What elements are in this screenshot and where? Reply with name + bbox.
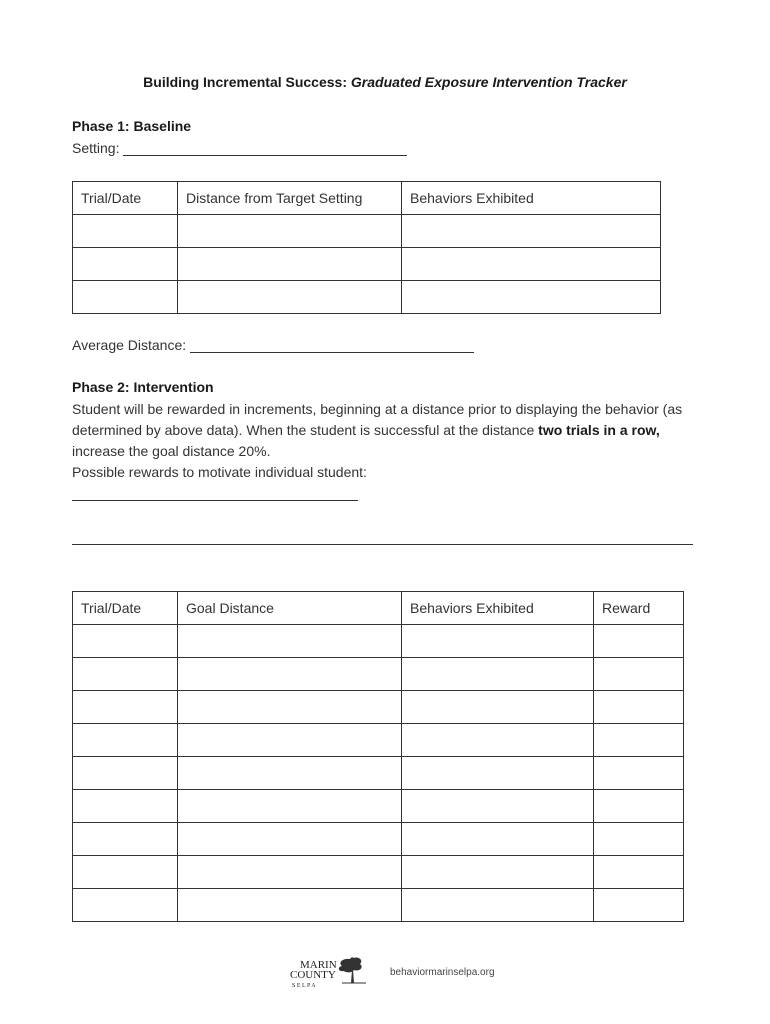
rewards-blank-line-1[interactable] — [72, 500, 358, 501]
tree-icon — [339, 957, 366, 983]
baseline-header-row — [73, 182, 661, 215]
table-cell[interactable] — [402, 625, 594, 658]
table-row — [73, 790, 684, 823]
intervention-header-reward: Reward — [594, 592, 684, 625]
table-cell[interactable] — [178, 724, 402, 757]
table-row — [73, 625, 684, 658]
phase1-heading: Phase 1: Baseline — [72, 118, 192, 134]
table-cell[interactable] — [73, 889, 178, 922]
table-cell[interactable] — [402, 823, 594, 856]
table-cell[interactable] — [402, 658, 594, 691]
table-cell[interactable] — [73, 215, 178, 248]
table-row — [73, 691, 684, 724]
table-cell[interactable] — [178, 856, 402, 889]
table-cell[interactable] — [594, 691, 684, 724]
baseline-header-trial: Trial/Date — [73, 182, 178, 215]
table-row — [73, 724, 684, 757]
table-cell[interactable] — [594, 790, 684, 823]
intervention-table — [72, 591, 684, 922]
table-cell[interactable] — [73, 281, 178, 314]
logo-line2: COUNTY — [290, 969, 336, 981]
table-row — [73, 889, 684, 922]
table-cell[interactable] — [178, 658, 402, 691]
table-cell[interactable] — [594, 823, 684, 856]
baseline-header-behaviors: Behaviors Exhibited — [402, 182, 661, 215]
table-cell[interactable] — [178, 790, 402, 823]
table-cell[interactable] — [594, 757, 684, 790]
page-title — [0, 74, 770, 90]
intervention-header-goal: Goal Distance — [178, 592, 402, 625]
table-cell[interactable] — [594, 856, 684, 889]
table-cell[interactable] — [594, 724, 684, 757]
phase2-heading: Phase 2: Intervention — [72, 379, 214, 395]
table-cell[interactable] — [73, 248, 178, 281]
intervention-header-row — [73, 592, 684, 625]
setting-row — [72, 140, 407, 156]
table-cell[interactable] — [178, 889, 402, 922]
table-cell[interactable] — [594, 658, 684, 691]
table-cell[interactable] — [73, 691, 178, 724]
table-cell[interactable] — [178, 691, 402, 724]
table-cell[interactable] — [73, 856, 178, 889]
intervention-header-behaviors: Behaviors Exhibited — [402, 592, 594, 625]
table-cell[interactable] — [402, 215, 661, 248]
table-cell[interactable] — [73, 724, 178, 757]
table-cell[interactable] — [73, 757, 178, 790]
phase2-para-part1: Student will be rewarded in increments, beginning at a distance prior to displaying the behavior (as determined by above data). When the student is successful at the distance — [72, 401, 683, 438]
baseline-table — [72, 181, 661, 314]
baseline-header-distance: Distance from Target Setting — [178, 182, 402, 215]
table-row — [73, 215, 661, 248]
average-distance-blank-line[interactable] — [190, 338, 474, 353]
table-cell[interactable] — [594, 625, 684, 658]
table-cell[interactable] — [73, 823, 178, 856]
phase2-para-part2: increase the goal distance 20%. — [72, 443, 271, 459]
table-cell[interactable] — [402, 281, 661, 314]
table-row — [73, 658, 684, 691]
table-cell[interactable] — [178, 757, 402, 790]
table-cell[interactable] — [178, 281, 402, 314]
table-row — [73, 823, 684, 856]
phase2-description — [72, 399, 702, 462]
logo-line3: S E L P A — [292, 983, 316, 989]
table-cell[interactable] — [73, 625, 178, 658]
average-distance-label: Average Distance: — [72, 337, 187, 353]
table-cell[interactable] — [73, 658, 178, 691]
table-cell[interactable] — [178, 823, 402, 856]
table-cell[interactable] — [178, 215, 402, 248]
intervention-header-trial: Trial/Date — [73, 592, 178, 625]
table-cell[interactable] — [402, 691, 594, 724]
average-distance-row — [72, 337, 474, 353]
rewards-label: Possible rewards to motivate individual student: — [72, 464, 367, 480]
phase2-para-bold: two trials in a row, — [538, 422, 660, 438]
setting-blank-line[interactable] — [123, 141, 407, 156]
table-row — [73, 856, 684, 889]
setting-label: Setting: — [72, 140, 120, 156]
table-cell[interactable] — [178, 625, 402, 658]
table-cell[interactable] — [73, 790, 178, 823]
table-cell[interactable] — [402, 724, 594, 757]
rewards-blank-line-2[interactable] — [72, 544, 693, 545]
table-cell[interactable] — [402, 757, 594, 790]
table-cell[interactable] — [402, 790, 594, 823]
title-plain: Building Incremental Success: — [143, 74, 351, 90]
marin-county-selpa-logo — [288, 955, 380, 989]
table-cell[interactable] — [594, 889, 684, 922]
table-row — [73, 248, 661, 281]
logo-line1: MARIN — [300, 959, 337, 971]
table-cell[interactable] — [402, 889, 594, 922]
table-row — [73, 757, 684, 790]
footer-url[interactable]: behaviormarinselpa.org — [390, 967, 495, 978]
table-cell[interactable] — [402, 856, 594, 889]
table-row — [73, 281, 661, 314]
title-italic: Graduated Exposure Intervention Tracker — [350, 74, 627, 90]
table-cell[interactable] — [178, 248, 402, 281]
table-cell[interactable] — [402, 248, 661, 281]
